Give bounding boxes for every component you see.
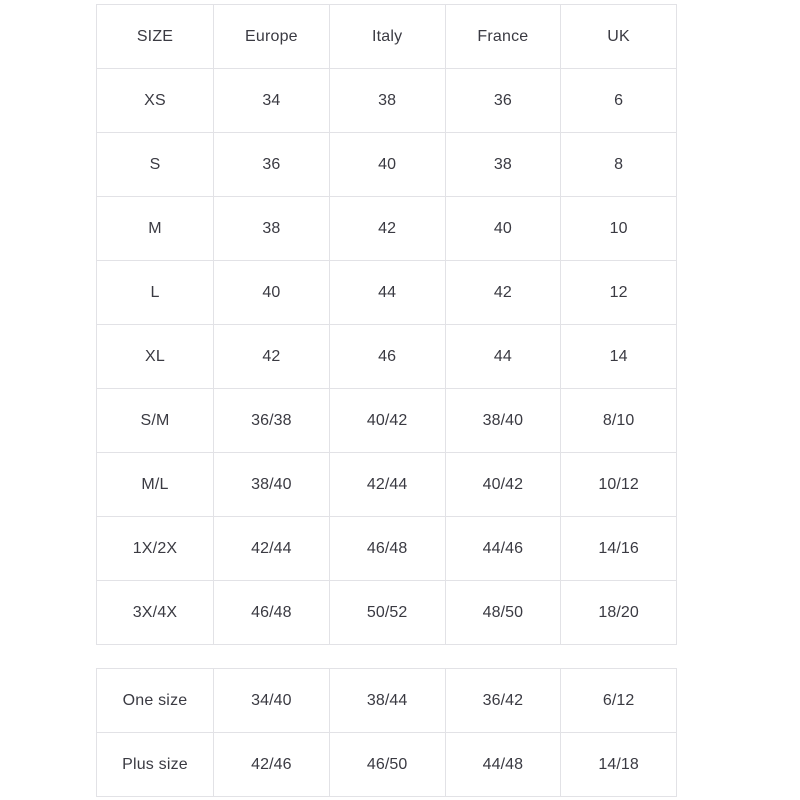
cell-france: 44 — [445, 325, 561, 389]
cell-europe: 36/38 — [214, 389, 330, 453]
cell-italy: 42 — [329, 197, 445, 261]
cell-france: 48/50 — [445, 581, 561, 645]
column-header-uk: UK — [561, 5, 677, 69]
cell-europe: 42/46 — [214, 733, 330, 797]
row-label: One size — [97, 669, 214, 733]
cell-france: 36 — [445, 69, 561, 133]
table-row — [97, 389, 677, 453]
cell-france: 40 — [445, 197, 561, 261]
cell-europe: 40 — [214, 261, 330, 325]
cell-uk: 8 — [561, 133, 677, 197]
table-row — [97, 453, 677, 517]
row-label: M — [97, 197, 214, 261]
cell-europe: 38 — [214, 197, 330, 261]
table-row — [97, 69, 677, 133]
cell-uk: 14/16 — [561, 517, 677, 581]
cell-europe: 34/40 — [214, 669, 330, 733]
table-row — [97, 197, 677, 261]
row-label: L — [97, 261, 214, 325]
cell-france: 44/48 — [445, 733, 561, 797]
one-size-table — [96, 668, 677, 797]
column-header-france: France — [445, 5, 561, 69]
cell-europe: 46/48 — [214, 581, 330, 645]
cell-uk: 18/20 — [561, 581, 677, 645]
cell-europe: 38/40 — [214, 453, 330, 517]
row-label: S — [97, 133, 214, 197]
cell-uk: 8/10 — [561, 389, 677, 453]
column-header-italy: Italy — [329, 5, 445, 69]
cell-uk: 10 — [561, 197, 677, 261]
column-header-europe: Europe — [214, 5, 330, 69]
cell-france: 40/42 — [445, 453, 561, 517]
row-label: S/M — [97, 389, 214, 453]
table-row — [97, 733, 677, 797]
cell-europe: 42/44 — [214, 517, 330, 581]
cell-uk: 14/18 — [561, 733, 677, 797]
cell-italy: 40 — [329, 133, 445, 197]
cell-uk: 14 — [561, 325, 677, 389]
cell-italy: 50/52 — [329, 581, 445, 645]
cell-uk: 10/12 — [561, 453, 677, 517]
cell-uk: 12 — [561, 261, 677, 325]
size-chart-main — [96, 4, 676, 645]
cell-europe: 34 — [214, 69, 330, 133]
cell-italy: 46/48 — [329, 517, 445, 581]
cell-france: 36/42 — [445, 669, 561, 733]
row-label: 1X/2X — [97, 517, 214, 581]
table-header-row — [97, 5, 677, 69]
row-label: M/L — [97, 453, 214, 517]
row-label: 3X/4X — [97, 581, 214, 645]
table-row — [97, 581, 677, 645]
cell-uk: 6 — [561, 69, 677, 133]
cell-italy: 46 — [329, 325, 445, 389]
column-header-size: SIZE — [97, 5, 214, 69]
table-row — [97, 325, 677, 389]
size-conversion-table — [96, 4, 677, 645]
cell-france: 38/40 — [445, 389, 561, 453]
table-row — [97, 517, 677, 581]
cell-italy: 40/42 — [329, 389, 445, 453]
table-row — [97, 669, 677, 733]
cell-france: 44/46 — [445, 517, 561, 581]
table-row — [97, 261, 677, 325]
size-chart-extra — [96, 668, 676, 797]
cell-uk: 6/12 — [561, 669, 677, 733]
row-label: Plus size — [97, 733, 214, 797]
cell-italy: 44 — [329, 261, 445, 325]
cell-italy: 46/50 — [329, 733, 445, 797]
cell-europe: 36 — [214, 133, 330, 197]
cell-france: 38 — [445, 133, 561, 197]
row-label: XS — [97, 69, 214, 133]
cell-italy: 38/44 — [329, 669, 445, 733]
cell-europe: 42 — [214, 325, 330, 389]
row-label: XL — [97, 325, 214, 389]
cell-france: 42 — [445, 261, 561, 325]
cell-italy: 38 — [329, 69, 445, 133]
cell-italy: 42/44 — [329, 453, 445, 517]
table-row — [97, 133, 677, 197]
